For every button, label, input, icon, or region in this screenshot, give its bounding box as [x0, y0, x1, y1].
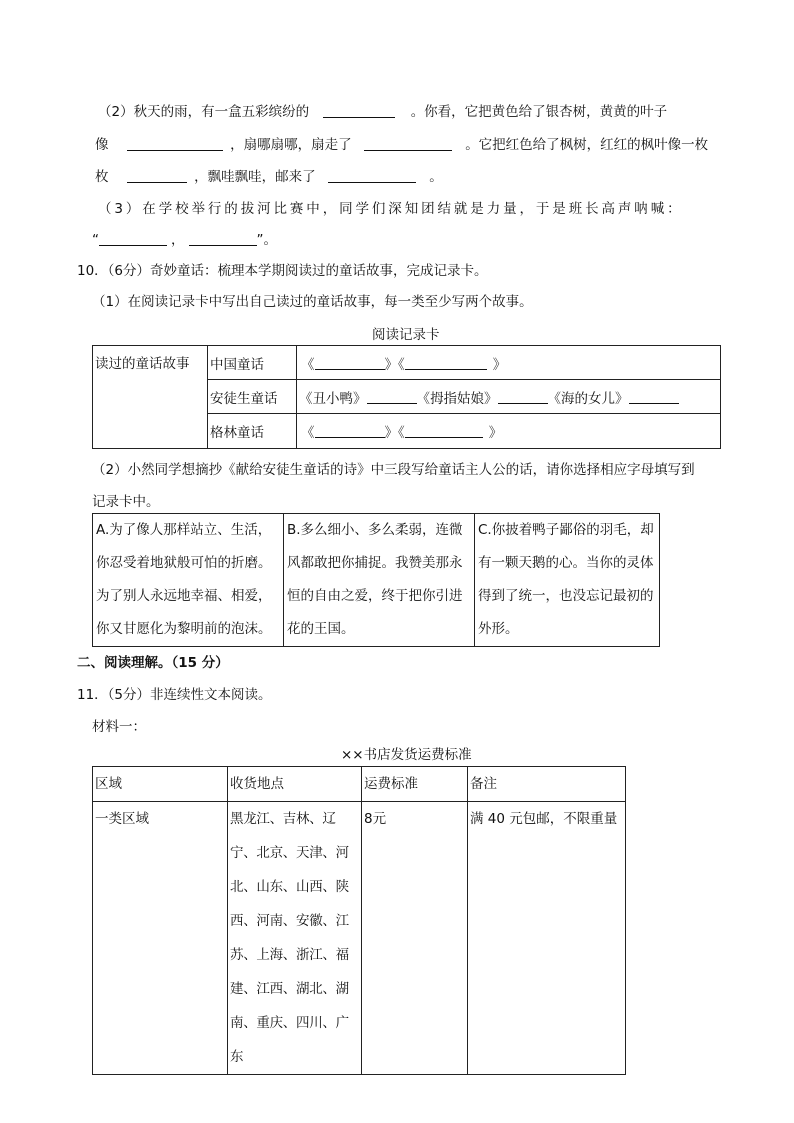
q11-title: 11．（5分）非连续性文本阅读。	[77, 687, 272, 703]
book-bracket: 《	[301, 425, 315, 441]
card-content-andersen[interactable]	[297, 380, 721, 414]
text-segment: 枚	[95, 169, 109, 185]
answer-blank[interactable]	[323, 103, 395, 118]
answer-blank[interactable]	[364, 136, 452, 151]
q9-part2-line3	[95, 165, 443, 185]
book-bracket: 》《	[384, 356, 405, 373]
shipping-fee-table	[92, 766, 626, 1075]
header-note: 备注	[468, 767, 626, 802]
comma: ，	[171, 232, 185, 248]
answer-blank[interactable]	[189, 231, 257, 246]
card-category: 安徒生童话	[208, 380, 297, 414]
answer-blank[interactable]	[405, 425, 483, 438]
q10-part1: （1）在阅读记录卡中写出自己读过的童话故事，每一类至少写两个故事。	[92, 294, 533, 310]
text-segment: （3）在学校举行的拔河比赛中，同学们深知团结就是力量，于是班长高声呐喊：	[98, 201, 684, 217]
text-segment: 像	[95, 137, 109, 153]
q9-part3-line1	[98, 197, 684, 217]
text-segment: （2）秋天的雨，有一盒五彩缤纷的	[98, 104, 310, 120]
card-content-chinese[interactable]	[297, 346, 721, 380]
answer-blank[interactable]	[315, 357, 385, 370]
text-segment: ，飘哇飘哇，邮来了	[194, 169, 316, 185]
material-label: 材料一：	[92, 719, 146, 735]
q9-part2-line1	[98, 100, 667, 120]
book-title: 《拇指姑娘》	[416, 390, 498, 407]
q10-title: 10．（6分）奇妙童话：梳理本学期阅读过的童话故事，完成记录卡。	[77, 263, 488, 279]
text-segment: 。	[429, 169, 443, 185]
answer-blank[interactable]	[367, 391, 417, 404]
option-a: A.为了像人那样站立、生活，你忍受着地狱般可怕的折磨。为了别人永远地幸福、相爱，你又甘愿化为黎明前的泡沫。	[93, 514, 284, 647]
card-row-header: 读过的童话故事	[93, 346, 208, 449]
section2-title: 二、阅读理解。（15 分）	[77, 655, 229, 671]
text-segment: 。你看，它把黄色给了银杏树，黄黄的叶子	[410, 104, 668, 120]
open-quote: “	[92, 232, 99, 248]
option-b: B.多么细小、多么柔弱，连微风都敢把你捕捉。我赞美那永恒的自由之爱，终于把你引进花的王国。	[284, 514, 475, 647]
answer-blank[interactable]	[315, 425, 385, 438]
book-bracket: 》	[488, 425, 503, 441]
reading-card-title: 阅读记录卡	[372, 327, 440, 343]
header-fee: 运费标准	[362, 767, 468, 802]
q10-part2-line2: 记录卡中。	[92, 494, 160, 510]
header-region: 区域	[93, 767, 228, 802]
text-segment: 。它把红色给了枫树，红红的枫叶像一枚	[465, 137, 709, 153]
poem-options-table	[92, 513, 660, 647]
book-bracket: 《	[301, 356, 315, 373]
answer-blank[interactable]	[498, 391, 548, 404]
text-segment: ，扇哪扇哪，扇走了	[230, 137, 352, 153]
book-title: 《海的女儿》	[547, 390, 629, 407]
cell-region: 一类区域	[93, 802, 228, 1075]
option-c: C.你披着鸭子鄙俗的羽毛，却有一颗天鹅的心。当你的灵体得到了统一，也没忘记最初的外形。	[475, 514, 660, 647]
cell-fee: 8元	[362, 802, 468, 1075]
fee-table-title: ××书店发货运费标准	[341, 747, 472, 763]
book-bracket: 》《	[384, 425, 405, 441]
answer-blank[interactable]	[629, 391, 679, 404]
cell-note: 满 40 元包邮，不限重量	[468, 802, 626, 1075]
answer-blank[interactable]	[328, 168, 416, 183]
q9-part3-line2	[92, 228, 277, 248]
q10-part2-line1: （2）小然同学想摘抄《献给安徒生童话的诗》中三段写给童话主人公的话，请你选择相应字母填写到	[92, 462, 695, 478]
card-category: 格林童话	[208, 414, 297, 449]
reading-record-card	[92, 345, 721, 449]
answer-blank[interactable]	[405, 357, 487, 370]
card-content-grimm[interactable]	[297, 414, 721, 449]
close-quote: ”。	[256, 232, 277, 248]
header-places: 收货地点	[228, 767, 362, 802]
answer-blank[interactable]	[127, 136, 223, 151]
card-category: 中国童话	[208, 346, 297, 380]
book-bracket: 》	[492, 356, 507, 373]
answer-blank[interactable]	[127, 168, 187, 183]
answer-blank[interactable]	[99, 231, 167, 246]
book-title: 《丑小鸭》	[299, 390, 367, 407]
cell-places: 黑龙江、吉林、辽宁、北京、天津、河北、山东、山西、陕西、河南、安徽、江苏、上海、浙江、福建、江西、湖北、湖南、重庆、四川、广东	[228, 802, 362, 1075]
q9-part2-line2	[95, 133, 708, 153]
